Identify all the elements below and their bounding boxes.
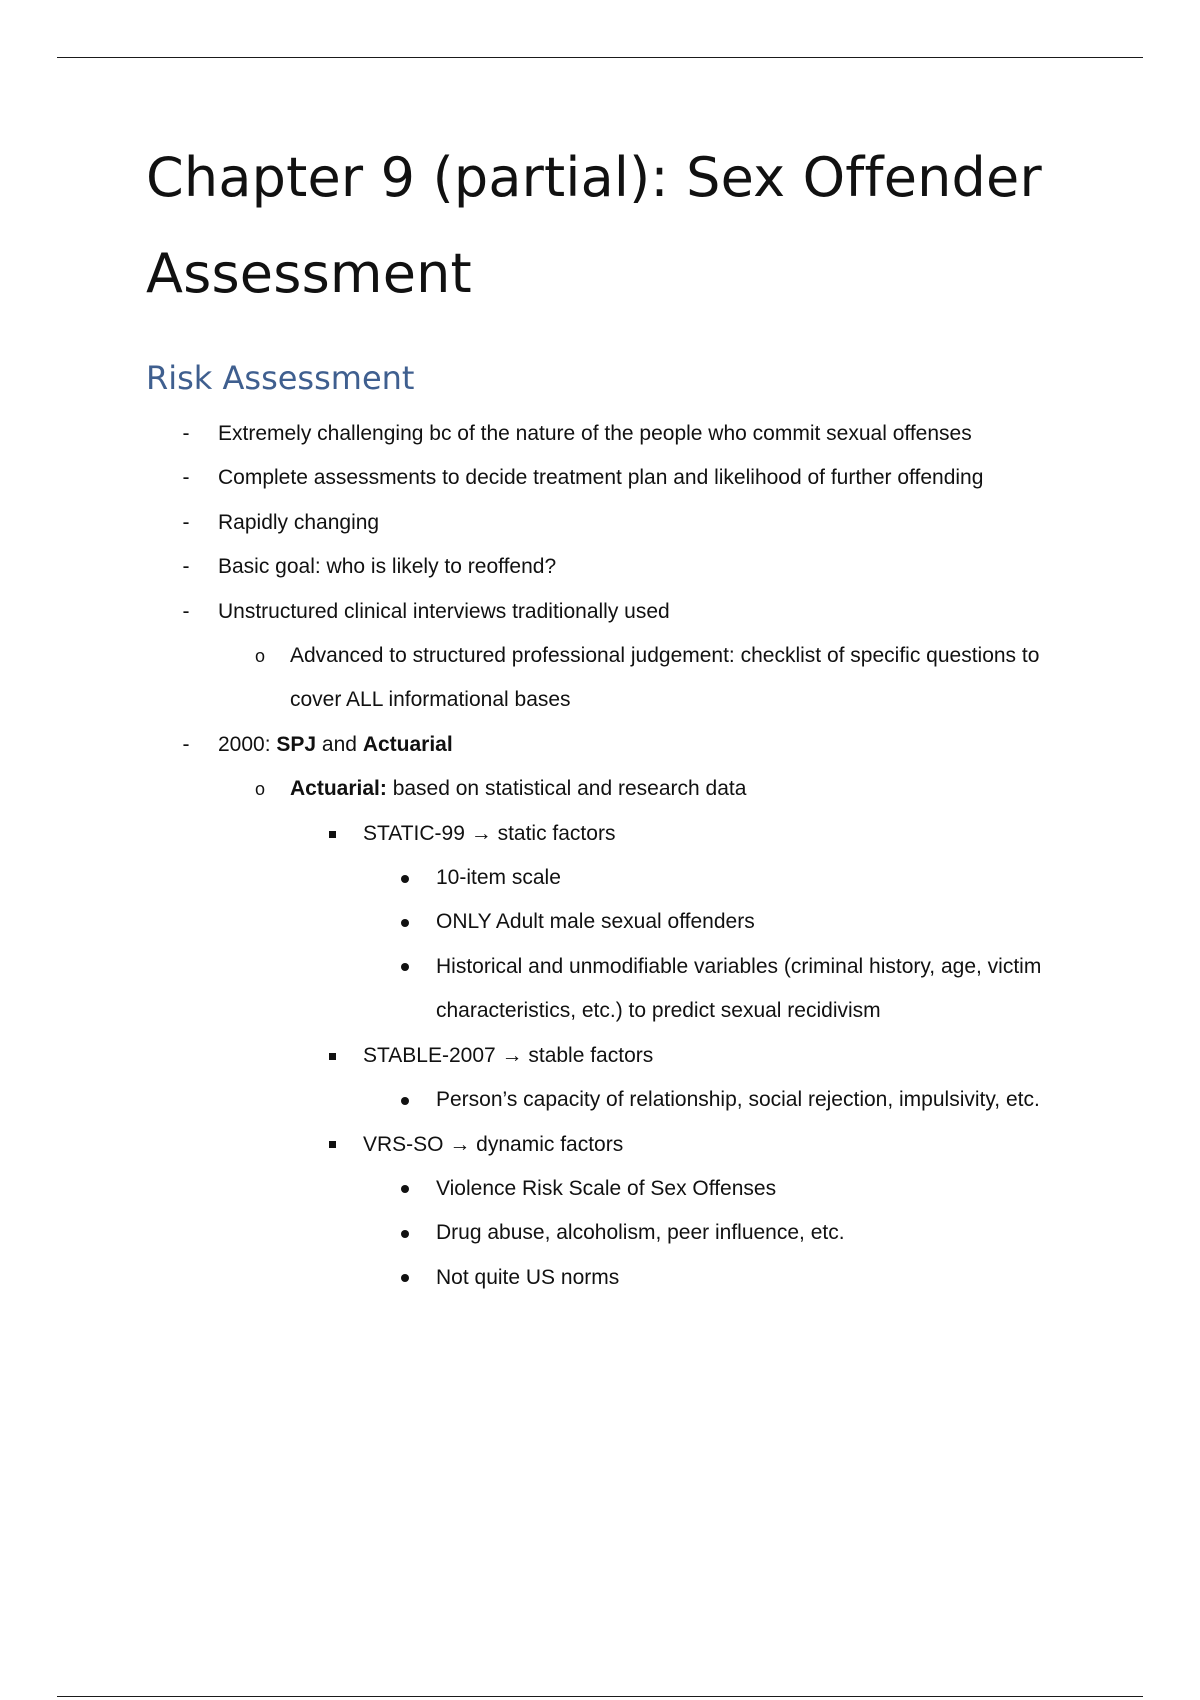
dash-bullet: - xyxy=(182,466,190,490)
bold-term-actuarial-label: Actuarial: xyxy=(290,777,387,801)
square-bullet xyxy=(322,812,342,856)
list-item xyxy=(146,856,1116,900)
list-item-text: cover ALL informational bases xyxy=(290,688,571,712)
dot-bullet xyxy=(395,1167,415,1211)
circle-bullet: o xyxy=(254,779,265,800)
list-item xyxy=(146,634,1116,678)
list-item-text: Extremely challenging bc of the nature of the people who commit sexual offenses xyxy=(218,422,972,445)
list-item xyxy=(146,1123,1116,1167)
list-item-text: Advanced to structured professional judgement: checklist of specific questions to xyxy=(290,644,1040,668)
list-item xyxy=(146,723,1116,767)
list-item-text: Complete assessments to decide treatment plan and likelihood of further offending xyxy=(218,466,984,490)
list-item-text: 2000: xyxy=(218,732,277,756)
list-item-text: 10-item scale xyxy=(436,866,561,890)
list-item-continuation xyxy=(146,678,1116,722)
list-item-text: Violence Risk Scale of Sex Offenses xyxy=(436,1176,777,1200)
dash-bullet: - xyxy=(182,599,190,623)
footer-rule xyxy=(57,1696,1143,1697)
dot-bullet xyxy=(395,945,415,989)
section-heading-risk-assessment: Risk Assessment xyxy=(146,359,415,397)
dash-bullet: - xyxy=(182,555,190,579)
list-item xyxy=(146,412,1116,456)
list-item-continuation xyxy=(146,989,1116,1033)
list-item-text: and xyxy=(316,732,363,756)
dot-bullet xyxy=(395,856,415,900)
dot-bullet xyxy=(395,1078,415,1122)
list-item-text: based on statistical and research data xyxy=(386,777,747,801)
list-item-text: VRS-SO → dynamic factors xyxy=(363,1132,624,1156)
list-item-text: ONLY Adult male sexual offenders xyxy=(436,910,755,934)
list-item xyxy=(146,545,1116,589)
list-item-text: Basic goal: who is likely to reoffend? xyxy=(218,555,557,579)
dash-bullet: - xyxy=(182,732,190,756)
list-item-text: Unstructured clinical interviews traditionally used xyxy=(218,599,670,623)
dot-bullet xyxy=(395,900,415,944)
header-rule xyxy=(57,57,1143,58)
list-item xyxy=(146,1167,1116,1211)
bold-term-actuarial: Actuarial xyxy=(362,732,453,756)
list-item-text: Historical and unmodifiable variables (criminal history, age, victim xyxy=(436,954,1042,978)
list-item xyxy=(146,945,1116,989)
list-item xyxy=(146,590,1116,634)
list-item xyxy=(146,1256,1116,1300)
list-item xyxy=(146,501,1116,545)
circle-bullet: o xyxy=(254,646,265,667)
document-body xyxy=(146,130,1116,1300)
list-item xyxy=(146,456,1116,500)
page-title: Chapter 9 (partial): Sex Offender Assessment xyxy=(146,146,1042,305)
list-item-text: Person’s capacity of relationship, social rejection, impulsivity, etc. xyxy=(436,1088,1040,1112)
list-item-text: STABLE-2007 → stable factors xyxy=(363,1043,654,1067)
list-item xyxy=(146,1078,1116,1122)
list-item xyxy=(146,900,1116,944)
list-item xyxy=(146,812,1116,856)
list-item-text: characteristics, etc.) to predict sexual recidivism xyxy=(436,999,881,1023)
list-item xyxy=(146,1034,1116,1078)
dash-bullet: - xyxy=(182,510,190,534)
list-item xyxy=(146,767,1116,811)
dash-bullet: - xyxy=(182,422,190,445)
dot-bullet xyxy=(395,1256,415,1300)
list-item xyxy=(146,1211,1116,1255)
square-bullet xyxy=(322,1034,342,1078)
list-item-text: Not quite US norms xyxy=(436,1265,620,1289)
square-bullet xyxy=(322,1123,342,1167)
bold-term-spj: SPJ xyxy=(276,732,317,756)
list-item-text: Drug abuse, alcoholism, peer influence, etc. xyxy=(436,1221,845,1245)
list-item-text: Rapidly changing xyxy=(218,510,380,534)
list-item-text: STATIC-99 → static factors xyxy=(363,821,616,845)
dot-bullet xyxy=(395,1211,415,1255)
